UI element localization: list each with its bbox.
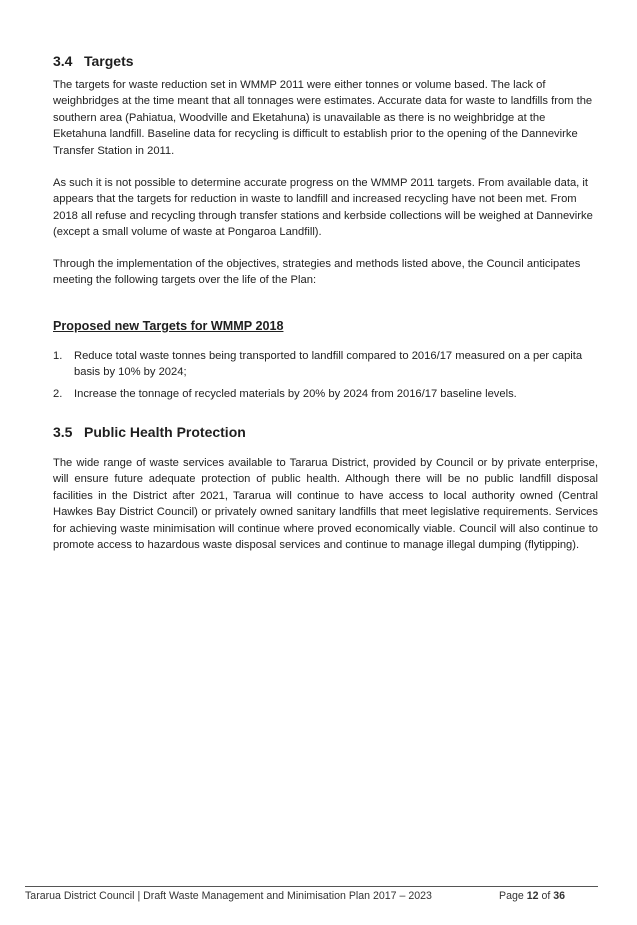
section-number: 3.5 [53, 424, 73, 440]
page-of: of [541, 890, 551, 902]
list-item [53, 386, 598, 402]
list-item-text: Reduce total waste tonnes being transported to landfill compared to 2016/17 measured on a per capita basis by 10% by 2024; [74, 350, 583, 379]
list-item-text: Increase the tonnage of recycled materials by 20% by 2024 from 2016/17 baseline levels. [74, 387, 517, 400]
targets-paragraph-1: The targets for waste reduction set in WMMP 2011 were either tonnes or volume based. The lack of weighbridges at the time meant that all tonnages were estimates. Accurate data for waste to landfills from the southern area (Pahiatua, Woodville and Eketahuna) is unavailable as there is no weighbridge at the Eketahuna landfill. Baseline data for recycling is difficult to establish prior to the opening of the Dannevirke Transfer Station in 2011. [53, 79, 593, 157]
public-health-paragraph: The wide range of waste services available to Tararua District, provided by Council or by private enterprise, will ensure future adequate protection of public health. Although there will be no public landfill disposal facilities in the District after 2021, Tararua will continue to have access to local authority owned (Central Hawkes Bay District Council) or privately owned sanitary landfills that meet legislative requirements. Services for achieving waste minimisation will continue where proved economically viable. Council will also continue to promote access to hazardous waste disposal services and continue to manage illegal dumping (flytipping). [53, 457, 598, 552]
page-word: Page [499, 890, 524, 902]
section-heading-3-5 [53, 424, 246, 440]
page-number [499, 890, 565, 902]
targets-subheading: Proposed new Targets for WMMP 2018 [53, 319, 284, 333]
section-title: Public Health Protection [84, 424, 246, 440]
footer-title: Tararua District Council | Draft Waste Management and Minimisation Plan 2017 – 2023 [25, 890, 432, 902]
page-total: 36 [553, 890, 566, 902]
targets-paragraph-2: As such it is not possible to determine accurate progress on the WMMP 2011 targets. From available data, it appears that the targets for reduction in waste to landfill and increased recycling have not been met. From 2018 all refuse and recycling through transfer stations and kerbside collections will be weighed at Dannevirke (except a small volume of waste at Pongaroa Landfill). [53, 177, 593, 239]
list-item [53, 348, 598, 381]
footer-divider [25, 886, 598, 887]
list-marker: 1. [53, 350, 63, 362]
targets-list [53, 348, 598, 402]
section-number: 3.4 [53, 53, 73, 69]
section-title: Targets [84, 53, 134, 69]
targets-paragraph-3: Through the implementation of the objectives, strategies and methods listed above, the Council anticipates meeting the following targets over the life of the Plan: [53, 258, 581, 287]
page-current: 12 [526, 890, 539, 902]
list-marker: 2. [53, 387, 63, 400]
section-heading-3-4 [53, 53, 134, 69]
